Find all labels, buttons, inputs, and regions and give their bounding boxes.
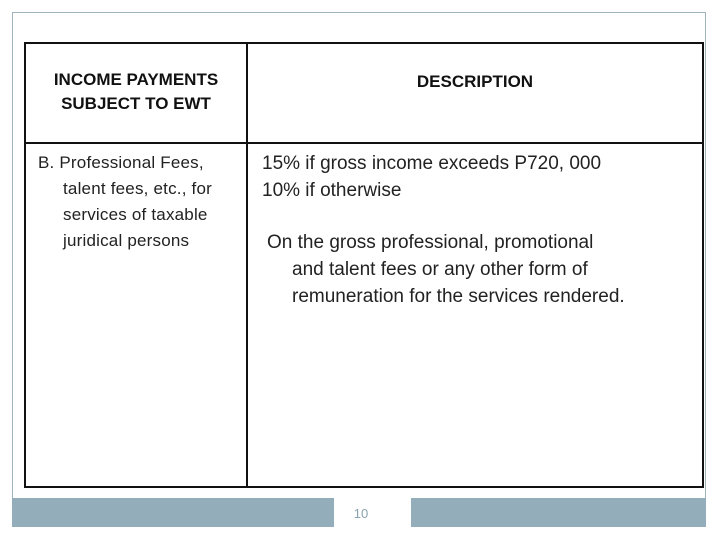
column-divider xyxy=(246,42,248,488)
payment-line-1: B. Professional Fees, xyxy=(38,153,204,172)
description-cell xyxy=(267,229,697,310)
payment-type-cell xyxy=(38,150,242,254)
header-divider xyxy=(24,142,704,144)
description-line-3: remuneration for the services rendered. xyxy=(292,286,625,307)
rate-line-2: 10% if otherwise xyxy=(262,180,402,201)
description-line-1: On the gross professional, promotional xyxy=(267,232,594,253)
payment-line-2: talent fees, etc., for xyxy=(63,179,212,198)
payment-line-4: juridical persons xyxy=(63,231,190,250)
header-left-line-1: INCOME PAYMENTS xyxy=(53,70,219,89)
rate-cell xyxy=(262,150,702,204)
header-left-line-2: SUBJECT TO EWT xyxy=(61,94,211,113)
header-description: DESCRIPTION xyxy=(416,72,534,91)
rate-line-1: 15% if gross income exceeds P720, 000 xyxy=(262,153,602,174)
header-income-payments xyxy=(26,68,246,116)
description-line-2: and talent fees or any other form of xyxy=(292,259,588,280)
page-number: 10 xyxy=(353,506,369,521)
payment-line-3: services of taxable xyxy=(63,205,208,224)
